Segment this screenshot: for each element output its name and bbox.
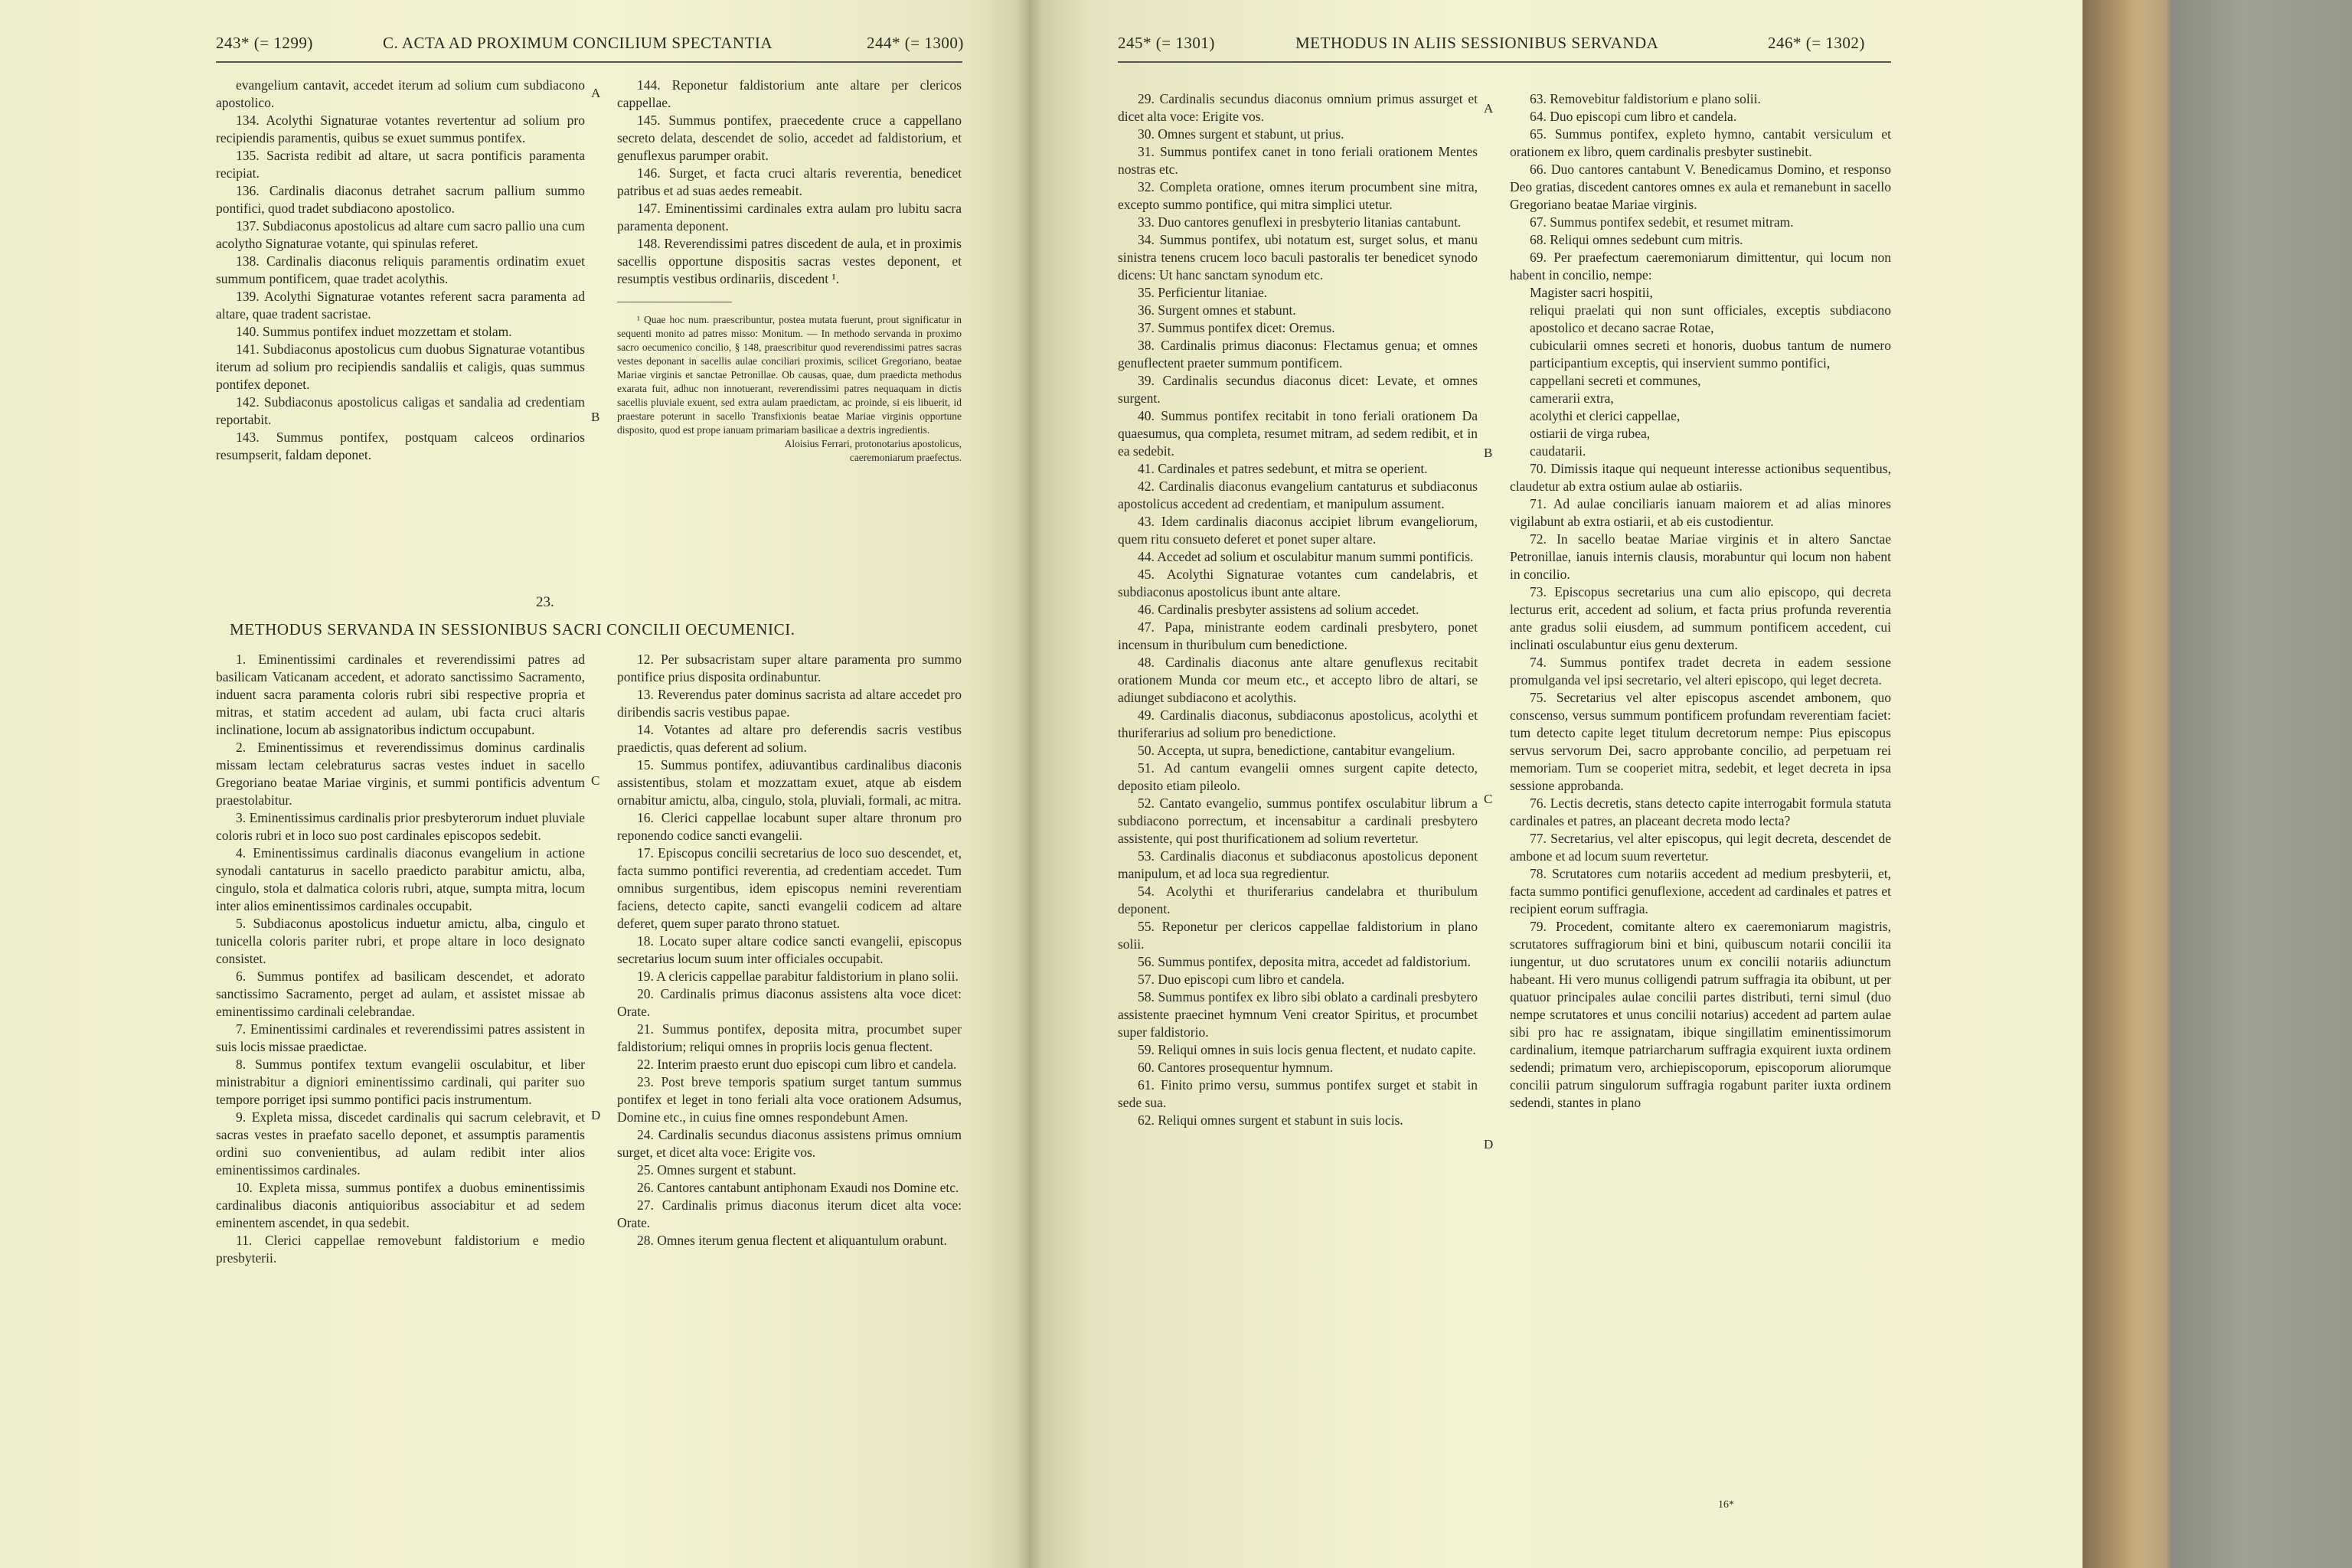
right-column-1 bbox=[1118, 90, 1478, 1129]
list-item: cappellani secreti et communes, bbox=[1530, 373, 1701, 388]
paragraph: 72. In sacello beatae Mariae virginis et in altero Sanctae Petronillae, ianuis internis clausis, morabuntur qui locum non habent in concilio. bbox=[1510, 531, 1891, 582]
paragraph: 136. Cardinalis diaconus detrahet sacrum pallium summo pontifici, quod tradet subdiacono apostolico. bbox=[216, 183, 585, 216]
paragraph: 13. Reverendus pater dominus sacrista ad altare accedet pro diribendis sacris vestibus papae. bbox=[617, 687, 962, 720]
left-lower-column-1 bbox=[216, 651, 585, 1267]
paragraph: 39. Cardinalis secundus diaconus dicet: Levate, et omnes surgent. bbox=[1118, 373, 1478, 406]
margin-letter-b: B bbox=[591, 410, 600, 424]
left-page-number: 243* (= 1299) bbox=[216, 34, 313, 52]
paragraph: 28. Omnes iterum genua flectent et aliquantulum orabunt. bbox=[637, 1233, 947, 1248]
paragraph: 55. Reponetur per clericos cappellae faldistorium in plano solii. bbox=[1118, 919, 1478, 952]
footnote-signature-line-1: Aloisius Ferrari, protonotarius apostolicus, bbox=[784, 438, 962, 449]
left-page-number-right: 244* (= 1300) bbox=[867, 34, 964, 52]
section-title: METHODUS SERVANDA IN SESSIONIBUS SACRI CONCILII OECUMENICI. bbox=[230, 620, 795, 639]
paragraph: 58. Summus pontifex ex libro sibi oblato a cardinali presbytero assistente praecinet hymnum Veni creator Spiritus, et procumbet super faldistorio. bbox=[1118, 989, 1478, 1040]
right-column-2 bbox=[1510, 90, 1891, 1112]
footnote: ¹ Quae hoc num. praescribuntur, postea mutata fuerunt, prout significatur in sequenti monito ad patres misso: Monitum. — In methodo servanda in proximo sacro oecumenico concilio, § 148, praescribitur quod reverendissimi patres sacras vestes deponant in sacellis aulae conciliari proximis, scilicet Gregoriano, beatae Mariae virginis et sanctae Petronillae. Ob causas, quae, dum praedicta methodus exarata fuit, adhuc non innotuerant, reverendissimi patres nequaquam in dictis sacellis pluviale exuent, sed extra aulam praedictam, ac proinde, si eis libuerit, id praestare poterunt in sacello Transfixionis beatae Mariae virginis opportune disposito, quod est prope ianuam primariam basilicae a dextris ingredientis. bbox=[617, 314, 962, 436]
paragraph: 15. Summus pontifex, adiuvantibus cardinalibus diaconis assistentibus, stolam et mozzattam exuet, atque ab eisdem ornabitur amictu, alba, cingulo, stola, pluviali, formali, ac mitra. bbox=[617, 757, 962, 808]
header-rule-right bbox=[1118, 61, 1891, 63]
paragraph: 134. Acolythi Signaturae votantes revertentur ad solium pro recipiendis paramentis, quibus se exuet summus pontifex. bbox=[216, 113, 585, 145]
paragraph: 140. Summus pontifex induet mozzettam et stolam. bbox=[236, 324, 512, 339]
right-page-number: 245* (= 1301) bbox=[1118, 34, 1215, 52]
margin-letter-c-right: C bbox=[1484, 792, 1493, 806]
paragraph: 76. Lectis decretis, stans detecto capite interrogabit formula statuta cardinales et patres, an placeant decreta modo lecta? bbox=[1510, 795, 1891, 828]
paragraph: 56. Summus pontifex, deposita mitra, accedet ad faldistorium. bbox=[1138, 954, 1471, 969]
paragraph: 4. Eminentissimus cardinalis diaconus evangelium in actione synodali cantaturus in sacello praedicto parabitur amictu, alba, cingulo, stola et dalmatica coloris rubri, atque, sumpta mitra, locum inter alios eminentissimos cardinales occupabit. bbox=[216, 845, 585, 913]
paragraph: 27. Cardinalis primus diaconus iterum dicet alta voce: Orate. bbox=[617, 1197, 962, 1230]
paragraph: 31. Summus pontifex canet in tono feriali orationem Mentes nostras etc. bbox=[1118, 144, 1478, 177]
paragraph: 16. Clerici cappellae locabunt super altare thronum pro reponendo codice sancti evangelii. bbox=[617, 810, 962, 843]
paragraph: 53. Cardinalis diaconus et subdiaconus apostolicus deponent manipulum, et ad loca sua regredientur. bbox=[1118, 848, 1478, 881]
paragraph: 66. Duo cantores cantabunt V. Benedicamus Domino, et responso Deo gratias, discedent cantores omnes ex aula et remanebunt in sacello Gregoriano beatae Mariae virginis. bbox=[1510, 162, 1891, 212]
paragraph: 29. Cardinalis secundus diaconus omnium primus assurget et dicet alta voce: Erigite vos. bbox=[1118, 91, 1478, 124]
paragraph: 74. Summus pontifex tradet decreta in eadem sessione promulganda vel ipsi secretario, vel alteri episcopo, qui leget decreta. bbox=[1510, 655, 1891, 688]
footnote-signature-line-2: caeremoniarum praefectus. bbox=[849, 452, 962, 463]
margin-letter-d-right: D bbox=[1484, 1137, 1494, 1152]
paragraph: 60. Cantores prosequentur hymnum. bbox=[1138, 1060, 1334, 1075]
paragraph: 33. Duo cantores genuflexi in presbyterio litanias cantabunt. bbox=[1138, 214, 1462, 230]
paragraph: 62. Reliqui omnes surgent et stabunt in suis locis. bbox=[1138, 1112, 1403, 1128]
paragraph: 51. Ad cantum evangelii omnes surgent capite detecto, deposito etiam pileolo. bbox=[1118, 760, 1478, 793]
header-rule bbox=[216, 61, 962, 63]
paragraph: 22. Interim praesto erunt duo episcopi cum libro et candela. bbox=[637, 1057, 957, 1072]
folio-signature: 16* bbox=[1718, 1499, 1734, 1511]
left-running-title: C. ACTA AD PROXIMUM CONCILIUM SPECTANTIA bbox=[383, 34, 773, 52]
paragraph: 146. Surget, et facta cruci altaris reverentia, benedicet patribus et ad suas aedes remeabit. bbox=[617, 165, 962, 198]
paragraph: 34. Summus pontifex, ubi notatum est, surget solus, et manu sinistra tenens crucem loco baculi pastoralis ter benedicet synodo dicens: Ut hanc sanctam synodum etc. bbox=[1118, 232, 1478, 283]
paragraph: 41. Cardinales et patres sedebunt, et mitra se operient. bbox=[1138, 461, 1428, 476]
paragraph: 25. Omnes surgent et stabunt. bbox=[637, 1162, 796, 1178]
paragraph: 73. Episcopus secretarius una cum alio episcopo, qui decreta lecturus erit, accedent ad solium, et facta prius profunda reverentia ante gradus solii eiusdem, ad summum pontificem accedent, cui inclinati osculabuntur eius genu dexterum. bbox=[1510, 584, 1891, 652]
paragraph: 61. Finito primo versu, summus pontifex surget et stabit in sede sua. bbox=[1118, 1077, 1478, 1110]
paragraph: 63. Removebitur faldistorium e plano solii. bbox=[1530, 91, 1761, 106]
left-upper-column-1 bbox=[216, 77, 585, 464]
paragraph: 26. Cantores cantabunt antiphonam Exaudi nos Domine etc. bbox=[637, 1180, 959, 1195]
paragraph: 36. Surgent omnes et stabunt. bbox=[1138, 302, 1296, 318]
paragraph: 3. Eminentissimus cardinalis prior presbyterorum induet pluviale coloris rubri et in loco suo post cardinales episcopos sedebit. bbox=[216, 810, 585, 843]
list-item: ostiarii de virga rubea, bbox=[1530, 426, 1651, 441]
margin-letter-a-right: A bbox=[1484, 101, 1494, 116]
list-item: cubicularii omnes secreti et honoris, duobus tantum de numero participantium exceptis, qui inservient summo pontifici, bbox=[1530, 338, 1891, 371]
paragraph: 52. Cantato evangelio, summus pontifex osculabitur librum a subdiacono porrectum, et incensabitur a cardinali presbytero assistente, qui post thurificationem ad solium revertetur. bbox=[1118, 795, 1478, 846]
paragraph: 142. Subdiaconus apostolicus caligas et sandalia ad credentiam reportabit. bbox=[216, 394, 585, 427]
paragraph: 79. Procedent, comitante altero ex caeremoniarum magistris, scrutatores suffragiorum bini et bini, quibuscum notarii concilii ita iungentur, ut duo scrutatores unum ex concilii notariis adiunctum habeant. Hi vero munus colligendi patrum suffragia ita obibunt, ut per quatuor principales aulae concilii partes distributi, terni simul (duo nempe scrutatores et unus concilii notarius) accedent ad partem aulae sibi pro hac re assignatam, ibique singillatim eminentissimorum cardinalium, itemque patriarcharum suffragia exquirent iuxta ordinem sedendi; primatum vero, archiepiscoporum, episcoporum aliorumque concilii patrum singulorum suffragia rogabunt pariter iuxta ordinem sedendi, stantes in plano bbox=[1510, 919, 1891, 1110]
paragraph: 44. Accedet ad solium et osculabitur manum summi pontificis. bbox=[1138, 549, 1474, 564]
paragraph: 138. Cardinalis diaconus reliquis paramentis ordinatim exuet summum pontificem, quae tradet acolythis. bbox=[216, 253, 585, 286]
margin-letter-d: D bbox=[591, 1108, 601, 1122]
paragraph: 135. Sacrista redibit ad altare, ut sacra pontificis paramenta recipiat. bbox=[216, 148, 585, 181]
paragraph: 49. Cardinalis diaconus, subdiaconus apostolicus, acolythi et thuriferarius ad solium pro benedictione. bbox=[1118, 707, 1478, 740]
paragraph: 69. Per praefectum caeremoniarum dimittentur, qui locum non habent in concilio, nempe: bbox=[1510, 250, 1891, 283]
paragraph: 137. Subdiaconus apostolicus ad altare cum sacro pallio una cum acolytho Signaturae votante, qui spinulas referet. bbox=[216, 218, 585, 251]
paragraph: 45. Acolythi Signaturae votantes cum candelabris, et subdiaconus apostolicus ibunt ante altare. bbox=[1118, 567, 1478, 599]
paragraph: 6. Summus pontifex ad basilicam descendet, et adorato sanctissimo Sacramento, perget ad aulam, et assistet missae ab eminentissimo cardinali celebrandae. bbox=[216, 969, 585, 1019]
book-page-edges bbox=[2079, 0, 2352, 1568]
paragraph: 42. Cardinalis diaconus evangelium cantaturus et subdiaconus apostolicus accedent ad credentiam, et manipulum assument. bbox=[1118, 479, 1478, 511]
paragraph: 54. Acolythi et thuriferarius candelabra et thuribulum deponent. bbox=[1118, 884, 1478, 916]
paragraph: 17. Episcopus concilii secretarius de loco suo descendet, et, facta summo pontifici reverentia, ad credentiam accedet. Tum omnibus surgentibus, idem episcopus nemini reverentiam faciens, detecto capite, sancti evangelii codicem ad altare deferet, quem super parato throno statuet. bbox=[617, 845, 962, 931]
left-page bbox=[0, 0, 1029, 1568]
paragraph: 20. Cardinalis primus diaconus assistens alta voce dicet: Orate. bbox=[617, 986, 962, 1019]
paragraph: 40. Summus pontifex recitabit in tono feriali orationem Da quaesumus, qua completa, resumet mitram, ad sedem redibit, et in ea sedebit. bbox=[1118, 408, 1478, 459]
paragraph: 19. A clericis cappellae parabitur faldistorium in plano solii. bbox=[637, 969, 959, 984]
left-upper-column-2 bbox=[617, 77, 962, 465]
list-item: acolythi et clerici cappellae, bbox=[1530, 408, 1681, 423]
paragraph: 9. Expleta missa, discedet cardinalis qui sacrum celebravit, et sacras vestes in praefato sacello deponet, et assumptis paramentis ordini suo convenientibus, ad aulam redibit inter alios eminentissimos cardinales. bbox=[216, 1109, 585, 1178]
list-item: camerarii extra, bbox=[1530, 390, 1614, 406]
paragraph: 43. Idem cardinalis diaconus accipiet librum evangeliorum, quem ritu consueto deferet et ponet super altare. bbox=[1118, 514, 1478, 547]
paragraph: 67. Summus pontifex sedebit, et resumet mitram. bbox=[1530, 214, 1794, 230]
paragraph: 70. Dimissis itaque qui nequeunt interesse actionibus sequentibus, claudetur ab extra ostium aulae ab ostiariis. bbox=[1510, 461, 1891, 494]
paragraph: 35. Perficientur litaniae. bbox=[1138, 285, 1268, 300]
paragraph: 144. Reponetur faldistorium ante altare per clericos cappellae. bbox=[617, 77, 962, 110]
paragraph: 139. Acolythi Signaturae votantes referent sacra paramenta ad altare, quae tradent sacristae. bbox=[216, 289, 585, 322]
margin-letter-c: C bbox=[591, 773, 600, 788]
paragraph: 68. Reliqui omnes sedebunt cum mitris. bbox=[1530, 232, 1743, 247]
paragraph: evangelium cantavit, accedet iterum ad solium cum subdiacono apostolico. bbox=[216, 77, 585, 110]
paragraph: 71. Ad aulae conciliaris ianuam maiorem et ad alias minores vigilabunt ab extra ostiarii, et ab eis custodientur. bbox=[1510, 496, 1891, 529]
paragraph: 8. Summus pontifex textum evangelii osculabitur, et liber ministrabitur a digniori eminentissimo cardinali, qui pariter suo tempore porriget ipsi summo pontifici pacis instrumentum. bbox=[216, 1057, 585, 1107]
paragraph: 65. Summus pontifex, expleto hymno, cantabit versiculum et orationem ex libro, quem cardinalis presbyter sustinebit. bbox=[1510, 126, 1891, 159]
paragraph: 143. Summus pontifex, postquam calceos ordinarios resumpserit, faldam deponet. bbox=[216, 430, 585, 462]
paragraph: 5. Subdiaconus apostolicus induetur amictu, alba, cingulo et tunicella coloris pariter rubri, et prope altare in loco designato consistet. bbox=[216, 916, 585, 966]
paragraph: 10. Expleta missa, summus pontifex a duobus eminentissimis cardinalibus diaconis antiquioribus associabitur et ad sedem eminentem ascendet, in qua sedebit. bbox=[216, 1180, 585, 1230]
margin-letter-a: A bbox=[591, 86, 601, 100]
paragraph: 141. Subdiaconus apostolicus cum duobus Signaturae votantibus iterum ad solium pro recipiendis sandaliis et caligis, quas summus pontifex deponet. bbox=[216, 341, 585, 392]
paragraph: 30. Omnes surgent et stabunt, ut prius. bbox=[1138, 126, 1344, 142]
paragraph: 148. Reverendissimi patres discedent de aula, et in proximis sacellis opportune dispositis sacras vestes deponent, et resumptis vestibus ordinariis, discedent ¹. bbox=[617, 236, 962, 286]
paragraph: 12. Per subsacristam super altare paramenta pro summo pontifice prius disposita ordinabuntur. bbox=[617, 652, 962, 684]
paragraph: 59. Reliqui omnes in suis locis genua flectent, et nudato capite. bbox=[1138, 1042, 1476, 1057]
section-number: 23. bbox=[536, 594, 554, 610]
book-gutter bbox=[1015, 0, 1043, 1568]
right-page bbox=[1029, 0, 2082, 1568]
paragraph: 38. Cardinalis primus diaconus: Flectamus genua; et omnes genuflectent praeter summum pontificem. bbox=[1118, 338, 1478, 371]
paragraph: 57. Duo episcopi cum libro et candela. bbox=[1138, 972, 1345, 987]
paragraph: 46. Cardinalis presbyter assistens ad solium accedet. bbox=[1138, 602, 1419, 617]
paragraph: 7. Eminentissimi cardinales et reverendissimi patres assistent in suis locis missae praedictae. bbox=[216, 1021, 585, 1054]
right-page-number-right: 246* (= 1302) bbox=[1768, 34, 1865, 52]
paragraph: 147. Eminentissimi cardinales extra aulam pro lubitu sacra paramenta deponent. bbox=[617, 201, 962, 234]
paragraph: 37. Summus pontifex dicet: Oremus. bbox=[1138, 320, 1335, 335]
paragraph: 64. Duo episcopi cum libro et candela. bbox=[1530, 109, 1737, 124]
margin-letter-b-right: B bbox=[1484, 446, 1493, 460]
left-lower-column-2 bbox=[617, 651, 962, 1250]
paragraph: 77. Secretarius, vel alter episcopus, qui legit decreta, descendet de ambone et ad locum suum revertetur. bbox=[1510, 831, 1891, 864]
paragraph: 18. Locato super altare codice sancti evangelii, episcopus secretarius locum suum inter officiales occupabit. bbox=[617, 933, 962, 966]
list-item: caudatarii. bbox=[1530, 443, 1586, 459]
list-item: reliqui praelati qui non sunt officiales, exceptis subdiacono apostolico et decano sacrae Rotae, bbox=[1530, 302, 1891, 335]
paragraph: 11. Clerici cappellae removebunt faldistorium e medio presbyterii. bbox=[216, 1233, 585, 1266]
right-running-title: METHODUS IN ALIIS SESSIONIBUS SERVANDA bbox=[1295, 34, 1659, 52]
paragraph: 2. Eminentissimus et reverendissimus dominus cardinalis missam lectam celebraturus sacras vestes induet in sacello Gregoriano beatae Mariae virginis, et summi pontificis adventum praestolabitur. bbox=[216, 740, 585, 808]
paragraph: 145. Summus pontifex, praecedente cruce a cappellano secreto delata, descendet de solio, accedet ad faldistorium, et genuflexus parumper orabit. bbox=[617, 113, 962, 163]
paragraph: 78. Scrutatores cum notariis accedent ad medium presbyterii, et, facta summo pontifici genuflexione, accedent ad cardinales et patres et recipient eorum suffragia. bbox=[1510, 866, 1891, 916]
paragraph: 1. Eminentissimi cardinales et reverendissimi patres ad basilicam Vaticanam accedent, et adorato sanctissimo Sacramento, induent sacra paramenta coloris rubri sibi respective propria et mitras, et statim accedent ad aulam, ubi facta cruci altaris inclinatione, locum ab assignatoribus indictum occupabunt. bbox=[216, 652, 585, 737]
paragraph: 50. Accepta, ut supra, benedictione, cantabitur evangelium. bbox=[1138, 743, 1455, 758]
paragraph: 14. Votantes ad altare pro deferendis sacris vestibus praedictis, quas deferent ad solium. bbox=[617, 722, 962, 755]
paragraph: 21. Summus pontifex, deposita mitra, procumbet super faldistorium; reliqui omnes in propriis locis genua flectent. bbox=[617, 1021, 962, 1054]
paragraph: 23. Post breve temporis spatium surget tantum summus pontifex et leget in tono feriali alta voce orationem Adsumus, Domine etc., in cuius fine omnes respondebunt Amen. bbox=[617, 1074, 962, 1125]
paragraph: 47. Papa, ministrante eodem cardinali presbytero, ponet incensum in thuribulum cum benedictione. bbox=[1118, 619, 1478, 652]
paragraph: 24. Cardinalis secundus diaconus assistens primus omnium surget, et dicet alta voce: Erigite vos. bbox=[617, 1127, 962, 1160]
paragraph: 48. Cardinalis diaconus ante altare genuflexus recitabit orationem Munda cor meum etc., et accepto libro de altari, se adiunget subdiacono et acolythis. bbox=[1118, 655, 1478, 705]
paragraph: 32. Completa oratione, omnes iterum procumbent sine mitra, excepto summo pontifice, qui mitra simplici utetur. bbox=[1118, 179, 1478, 212]
list-item: Magister sacri hospitii, bbox=[1530, 285, 1653, 300]
paragraph: 75. Secretarius vel alter episcopus ascendet ambonem, quo conscenso, versus summum pontificem profundam reverentiam faciet: tum detecto capite leget titulum decretorum nempe: Pius episcopus servus servorum Dei, sacro approbante concilio, ad perpetuam rei memoriam. Tum se cooperiet mitra, sedebit, et leget decreta in ipsa sessione approbanda. bbox=[1510, 690, 1891, 793]
